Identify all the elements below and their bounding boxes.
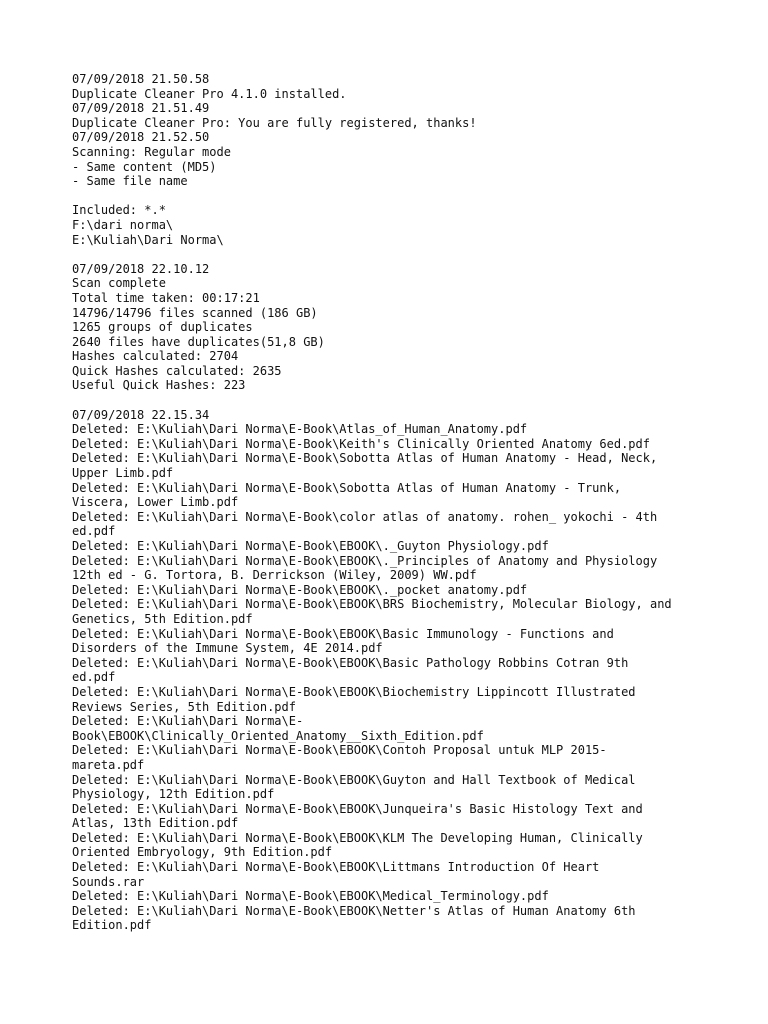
log-line: 1265 groups of duplicates xyxy=(72,320,253,335)
log-line: 07/09/2018 21.50.58 xyxy=(72,72,210,86)
log-line: F:\dari norma\ xyxy=(72,217,174,232)
log-line: - Same file name xyxy=(72,174,188,189)
log-line: Deleted: E:\Kuliah\Dari Norma\E-Book\EBOOK\._Principles of Anatomy and Physiology xyxy=(72,553,658,568)
log-line: 07/09/2018 21.51.49 xyxy=(72,101,210,116)
log-line: E:\Kuliah\Dari Norma\ xyxy=(72,232,224,247)
log-line: Sounds.rar xyxy=(72,874,145,889)
log-line: Deleted: E:\Kuliah\Dari Norma\E- xyxy=(72,714,304,729)
log-line: 07/09/2018 21.52.50 xyxy=(72,130,210,145)
log-line: ed.pdf xyxy=(72,524,116,539)
log-line: Deleted: E:\Kuliah\Dari Norma\E-Book\Atlas_of_Human_Anatomy.pdf xyxy=(72,422,528,437)
blank-line xyxy=(72,247,722,262)
log-line: Deleted: E:\Kuliah\Dari Norma\E-Book\EBOOK\KLM The Developing Human, Clinically xyxy=(72,830,643,845)
log-line: Duplicate Cleaner Pro 4.1.0 installed. xyxy=(72,86,347,101)
log-line: Edition.pdf xyxy=(72,918,152,933)
log-line: 2640 files have duplicates(51,8 GB) xyxy=(72,334,325,349)
log-line: Oriented Embryology, 9th Edition.pdf xyxy=(72,845,333,860)
log-line: Useful Quick Hashes: 223 xyxy=(72,378,246,393)
log-line: Duplicate Cleaner Pro: You are fully registered, thanks! xyxy=(72,115,477,130)
log-line: Physiology, 12th Edition.pdf xyxy=(72,787,275,802)
log-line: 07/09/2018 22.15.34 xyxy=(72,407,210,422)
log-line: Upper Limb.pdf xyxy=(72,466,174,481)
log-line: Included: *.* xyxy=(72,203,166,218)
log-line: - Same content (MD5) xyxy=(72,159,217,174)
log-line: Deleted: E:\Kuliah\Dari Norma\E-Book\EBOOK\._pocket anatomy.pdf xyxy=(72,582,528,597)
log-line: Deleted: E:\Kuliah\Dari Norma\E-Book\Sobotta Atlas of Human Anatomy - Head, Neck, xyxy=(72,451,658,466)
log-line: Deleted: E:\Kuliah\Dari Norma\E-Book\EBOOK\Guyton and Hall Textbook of Medical xyxy=(72,772,636,787)
log-line: Total time taken: 00:17:21 xyxy=(72,290,260,305)
log-line: Deleted: E:\Kuliah\Dari Norma\E-Book\EBOOK\._Guyton Physiology.pdf xyxy=(72,539,549,553)
log-line: 12th ed - G. Tortora, B. Derrickson (Wiley, 2009) WW.pdf xyxy=(72,568,477,583)
log-line: Deleted: E:\Kuliah\Dari Norma\E-Book\EBOOK\BRS Biochemistry, Molecular Biology, and xyxy=(72,597,672,612)
log-line: Deleted: E:\Kuliah\Dari Norma\E-Book\Keith's Clinically Oriented Anatomy 6ed.pdf xyxy=(72,436,650,451)
log-line: Deleted: E:\Kuliah\Dari Norma\E-Book\EBOOK\Basic Immunology - Functions and xyxy=(72,626,614,641)
log-line: Reviews Series, 5th Edition.pdf xyxy=(72,699,296,714)
log-line: Scanning: Regular mode xyxy=(72,144,231,159)
log-line: Hashes calculated: 2704 xyxy=(72,349,239,364)
log-line: Quick Hashes calculated: 2635 xyxy=(72,363,282,378)
log-text xyxy=(72,72,722,933)
log-line: Book\EBOOK\Clinically_Oriented_Anatomy__Sixth_Edition.pdf xyxy=(72,728,484,743)
log-line: Scan complete xyxy=(72,276,166,291)
log-line: Deleted: E:\Kuliah\Dari Norma\E-Book\EBOOK\Littmans Introduction Of Heart xyxy=(72,860,600,875)
log-line: Genetics, 5th Edition.pdf xyxy=(72,611,253,626)
log-line: ed.pdf xyxy=(72,670,116,685)
log-line: Deleted: E:\Kuliah\Dari Norma\E-Book\EBOOK\Basic Pathology Robbins Cotran 9th xyxy=(72,655,629,670)
log-line: Deleted: E:\Kuliah\Dari Norma\E-Book\EBOOK\Netter's Atlas of Human Anatomy 6th xyxy=(72,903,636,918)
log-line: Deleted: E:\Kuliah\Dari Norma\E-Book\EBOOK\Junqueira's Basic Histology Text and xyxy=(72,801,643,816)
log-line: 07/09/2018 22.10.12 xyxy=(72,261,210,276)
log-line: Deleted: E:\Kuliah\Dari Norma\E-Book\EBOOK\Biochemistry Lippincott Illustrated xyxy=(72,684,636,699)
log-line: Disorders of the Immune System, 4E 2014.pdf xyxy=(72,641,383,656)
blank-line xyxy=(72,189,722,204)
log-line: mareta.pdf xyxy=(72,757,145,772)
log-line: 14796/14796 files scanned (186 GB) xyxy=(72,305,318,320)
log-line: Viscera, Lower Limb.pdf xyxy=(72,495,239,510)
log-line: Deleted: E:\Kuliah\Dari Norma\E-Book\EBOOK\Contoh Proposal untuk MLP 2015- xyxy=(72,743,607,758)
blank-line xyxy=(72,393,722,408)
log-line: Deleted: E:\Kuliah\Dari Norma\E-Book\color atlas of anatomy. rohen_ yokochi - 4th xyxy=(72,509,658,524)
log-line: Atlas, 13th Edition.pdf xyxy=(72,816,239,831)
log-line: Deleted: E:\Kuliah\Dari Norma\E-Book\Sobotta Atlas of Human Anatomy - Trunk, xyxy=(72,480,622,495)
log-line: Deleted: E:\Kuliah\Dari Norma\E-Book\EBOOK\Medical_Terminology.pdf xyxy=(72,889,549,904)
